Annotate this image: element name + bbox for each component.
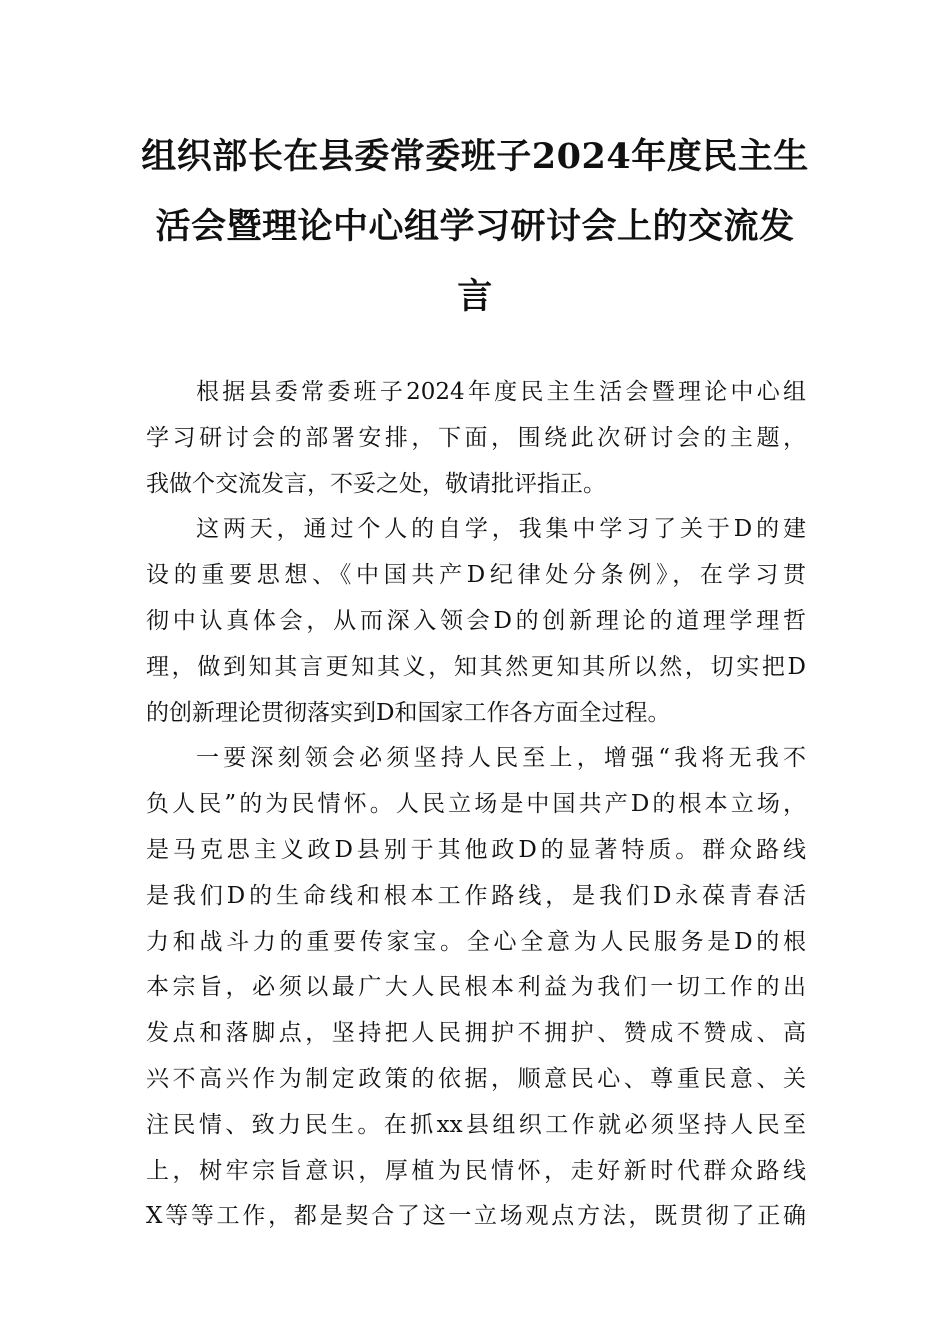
paragraph-study <box>146 507 806 736</box>
text-line: 注民情、致力民生。在抓xx县组织工作就必须坚持人民至 <box>146 1111 806 1138</box>
text-line: 是马克思主义政D县别于其他政D的显著特质。群众路线 <box>146 836 806 863</box>
text-line: 是我们D的生命线和根本工作路线，是我们D永葆青春活 <box>146 882 806 909</box>
text-line: 上，树牢宗旨意识，厚植为民情怀，走好新时代群众路线 <box>146 1157 806 1184</box>
text-line: 学习研讨会的部署安排，下面，围绕此次研讨会的主题， <box>146 424 806 451</box>
title-line-3: 言 <box>457 276 493 317</box>
text-line: 发点和落脚点，坚持把人民拥护不拥护、赞成不赞成、高 <box>146 1020 806 1047</box>
paragraph-intro <box>146 370 806 507</box>
text-line: 设的重要思想、《中国共产D纪律处分条例》，在学习贯 <box>146 562 806 589</box>
paragraph-point-one <box>146 736 806 1240</box>
text-line: 的创新理论贯彻落实到D和国家工作各方面全过程。 <box>146 699 671 726</box>
text-line: 负人民”的为民情怀。人民立场是中国共产D的根本立场， <box>146 791 806 818</box>
text-line: X等等工作，都是契合了这一立场观点方法，既贯彻了正确 <box>146 1203 806 1230</box>
text-line: 我做个交流发言，不妥之处，敬请批评指正。 <box>146 470 606 497</box>
text-line: 力和战斗力的重要传家宝。全心全意为人民服务是D的根 <box>146 928 806 955</box>
text-line: 兴不高兴作为制定政策的依据，顺意民心、尊重民意、关 <box>146 1065 806 1092</box>
title-line-1: 组织部长在县委常委班子2024年度民主生 <box>141 136 809 177</box>
text-line: 彻中认真体会，从而深入领会D的创新理论的道理学理哲 <box>146 607 806 634</box>
text-line: 根据县委常委班子2024年度民主生活会暨理论中心组 <box>196 379 806 405</box>
text-line: 本宗旨，必须以最广大人民根本利益为我们一切工作的出 <box>146 974 806 1001</box>
text-line: 理，做到知其言更知其义，知其然更知其所以然，切实把D <box>146 653 806 680</box>
document-title <box>140 122 810 332</box>
title-line-2: 活会暨理论中心组学习研讨会上的交流发 <box>155 206 795 247</box>
document-body <box>146 370 806 1240</box>
text-line: 一要深刻领会必须坚持人民至上，增强“我将无我不 <box>196 745 806 772</box>
text-line: 这两天，通过个人的自学，我集中学习了关于D的建 <box>196 516 806 543</box>
